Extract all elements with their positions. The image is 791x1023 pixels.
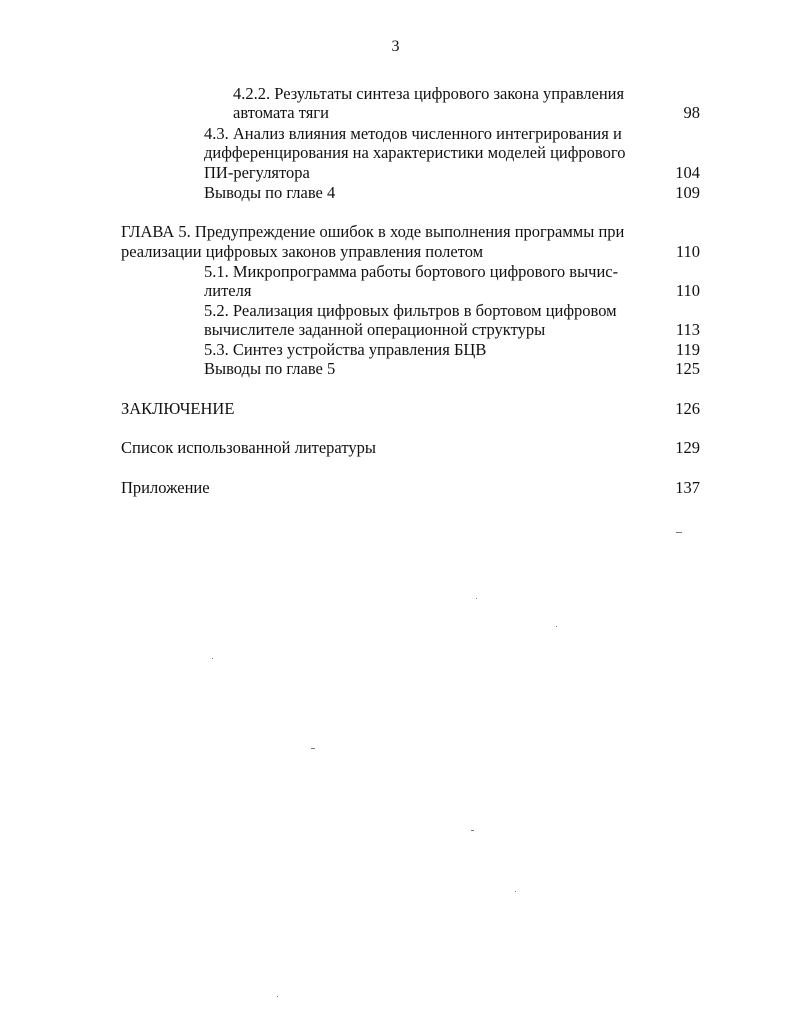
toc-entry-title: Выводы по главе 4 (204, 183, 336, 202)
scan-speck (676, 532, 682, 533)
scan-speck (515, 891, 516, 892)
toc-entry-title: вычислителе заданной операционной структуры (204, 320, 546, 339)
toc-entry-title: ПИ-регулятора (204, 163, 310, 182)
toc-entry-title: лителя (204, 281, 252, 300)
page-number: 3 (391, 38, 400, 55)
toc-entry-title: дифференцирования на характеристики моделей цифрового (204, 143, 626, 162)
toc-entry-title: 5.2. Реализация цифровых фильтров в бортовом цифровом (204, 301, 617, 320)
toc-entry-title: 5.3. Синтез устройства управления БЦВ (204, 340, 487, 359)
toc-entry-title: ГЛАВА 5. Предупреждение ошибок в ходе выполнения программы при (121, 222, 625, 241)
toc-entry-title: 4.3. Анализ влияния методов численного интегрирования и (204, 124, 622, 143)
scan-speck (311, 748, 315, 749)
toc-entry-title: 4.2.2. Результаты синтеза цифрового закона управления (233, 84, 625, 103)
toc-entry-page: 125 (675, 359, 700, 378)
toc-entry-page: 126 (675, 399, 700, 418)
toc-entry-page: 98 (683, 103, 700, 122)
scan-speck (476, 598, 477, 599)
toc-entry-title: автомата тяги (233, 103, 329, 122)
toc-entry-title: ЗАКЛЮЧЕНИЕ (121, 399, 235, 418)
scan-speck (556, 626, 557, 627)
toc-entry-title: Выводы по главе 5 (204, 359, 336, 378)
toc-entry-title: Приложение (121, 478, 210, 497)
toc-entry-title: Список использованной литературы (121, 438, 376, 457)
toc-entry-page: 110 (675, 242, 700, 261)
toc-entry-page: 129 (675, 438, 700, 457)
scan-speck (212, 658, 213, 659)
toc-entry-page: 104 (675, 163, 700, 182)
scan-speck (277, 996, 278, 997)
toc-entry-title: 5.1. Микропрограмма работы бортового цифрового вычис- (204, 262, 619, 281)
scan-speck (471, 830, 474, 831)
toc-entry-page: 119 (675, 340, 700, 359)
toc-entry-page: 137 (675, 478, 700, 497)
toc-entry-page: 110 (675, 281, 700, 300)
toc-entry-title: реализации цифровых законов управления полетом (121, 242, 484, 261)
toc-entry-page: 113 (675, 320, 700, 339)
toc-entry-page: 109 (675, 183, 700, 202)
